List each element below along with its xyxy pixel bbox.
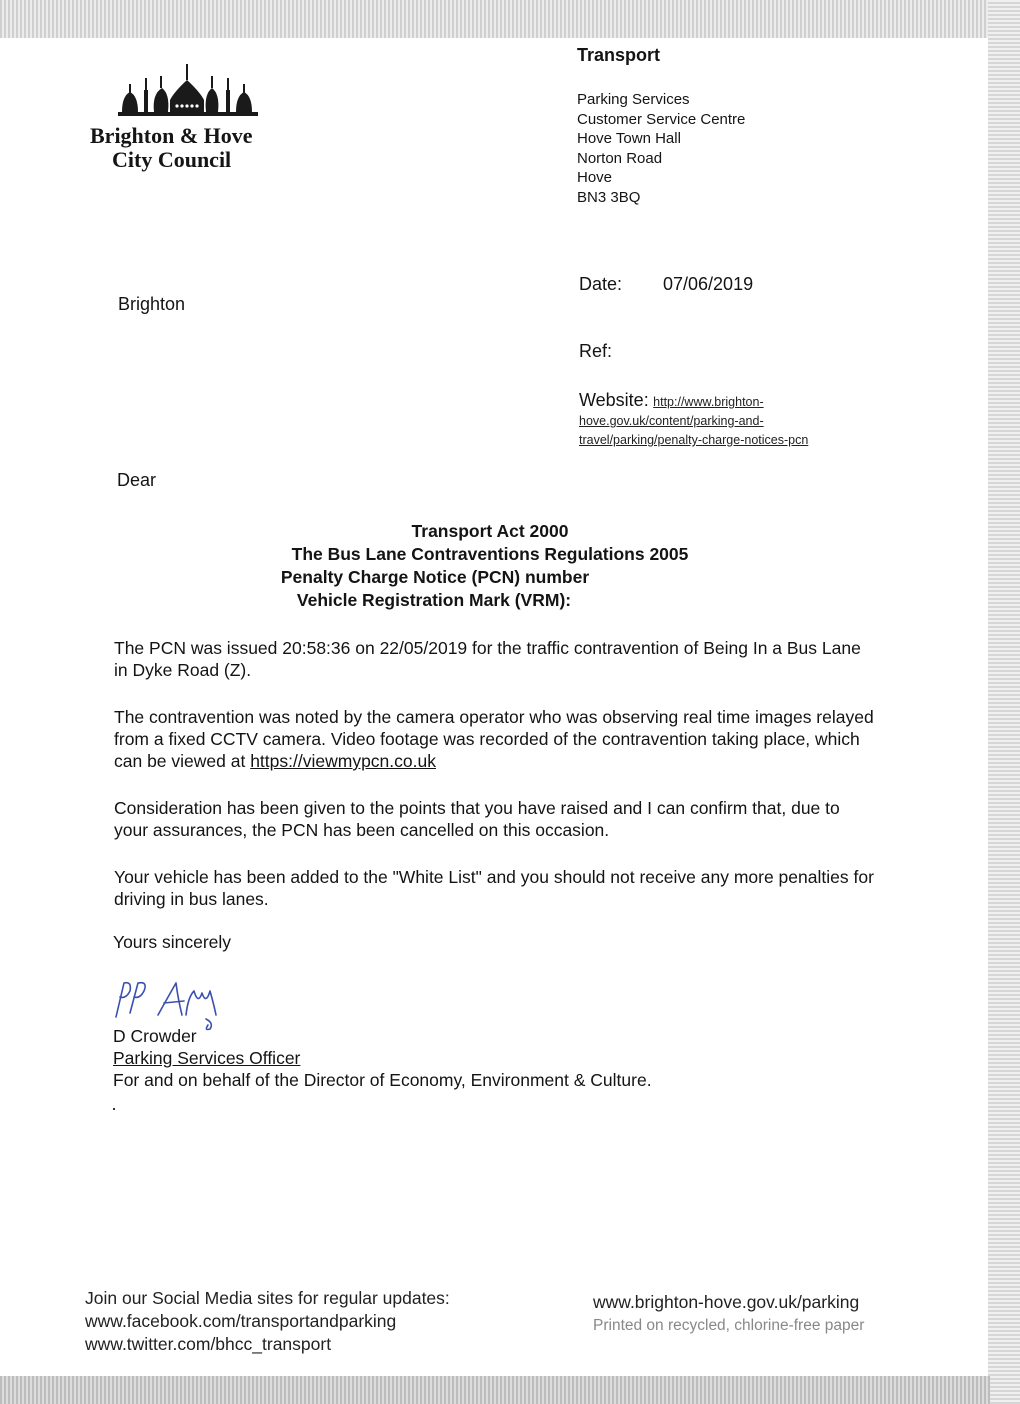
paragraph-issue: The PCN was issued 20:58:36 on 22/05/2019 for the traffic contravention of Being In a Bus Lane in Dyke Road (Z). — [114, 638, 861, 680]
council-logo — [90, 62, 280, 172]
stray-mark — [113, 1108, 115, 1110]
signatory-role: Parking Services Officer — [113, 1048, 301, 1068]
footer-twitter-link[interactable]: www.twitter.com/bhcc_transport — [85, 1334, 332, 1354]
signatory-block — [113, 1025, 652, 1091]
footer-website-link[interactable]: www.brighton-hove.gov.uk/parking — [593, 1292, 860, 1312]
scan-edge-right — [988, 0, 1020, 1404]
date-label: Date: — [579, 274, 623, 294]
paragraph-cancellation: Consideration has been given to the points that you have raised and I can confirm that, due to your assurances, the PCN has been cancelled on this occasion. — [114, 798, 840, 840]
council-name-line2: City Council — [112, 147, 232, 172]
recipient-town: Brighton — [118, 294, 186, 314]
council-name-line1: Brighton & Hove — [90, 123, 253, 148]
date-value: 07/06/2019 — [663, 274, 754, 294]
address-line: Customer Service Centre — [577, 110, 746, 128]
footer-social — [85, 1287, 450, 1356]
heading-pcn-number: Penalty Charge Notice (PCN) number — [280, 567, 590, 587]
address-line: Hove — [577, 169, 613, 186]
website-link-line[interactable]: hove.gov.uk/content/parking-and- — [579, 414, 764, 428]
heading-regulations: The Bus Lane Contraventions Regulations 2005 — [291, 544, 689, 564]
ref-label: Ref: — [579, 341, 613, 361]
notice-headings — [200, 520, 780, 612]
date-row — [579, 274, 754, 295]
address-line: Norton Road — [577, 149, 663, 167]
viewmypcn-link[interactable]: https://viewmypcn.co.uk — [250, 751, 436, 771]
signatory-on-behalf: For and on behalf of the Director of Economy, Environment & Culture. — [113, 1070, 652, 1090]
department-heading: Transport — [577, 45, 661, 65]
scan-edge-top — [0, 0, 1000, 38]
address-line: Hove Town Hall — [577, 130, 681, 147]
address-line: BN3 3BQ — [577, 188, 641, 206]
royal-pavilion-icon — [112, 62, 262, 124]
website-link-line[interactable]: travel/parking/penalty-charge-notices-pcn — [579, 433, 809, 447]
closing: Yours sincerely — [113, 932, 232, 952]
salutation: Dear — [117, 470, 157, 490]
paragraph-camera — [114, 706, 874, 772]
address-line: Parking Services — [577, 91, 690, 108]
footer-social-intro: Join our Social Media sites for regular updates: — [85, 1288, 450, 1308]
signatory-name: D Crowder — [113, 1026, 197, 1046]
council-name — [90, 124, 280, 172]
footer-paper-note: Printed on recycled, chlorine-free paper — [593, 1317, 865, 1334]
heading-act: Transport Act 2000 — [411, 521, 569, 541]
paragraph-white-list: Your vehicle has been added to the "White List" and you should not receive any more penalties for driving in bus lanes. — [114, 867, 874, 909]
website-label: Website: — [579, 390, 649, 410]
sender-address — [577, 90, 745, 207]
footer-facebook-link[interactable]: www.facebook.com/transportandparking — [85, 1311, 397, 1331]
scan-edge-bottom — [0, 1376, 990, 1404]
website-block — [579, 390, 869, 450]
heading-vrm: Vehicle Registration Mark (VRM): — [296, 590, 572, 610]
paragraph-camera-text: The contravention was noted by the camera operator who was observing real time images relayed from a fixed CCTV camera. Video footage was recorded of the contravention taking place, which can be viewed at — [114, 707, 874, 771]
website-link-line[interactable]: http://www.brighton- — [653, 395, 764, 409]
footer-site — [593, 1292, 864, 1335]
